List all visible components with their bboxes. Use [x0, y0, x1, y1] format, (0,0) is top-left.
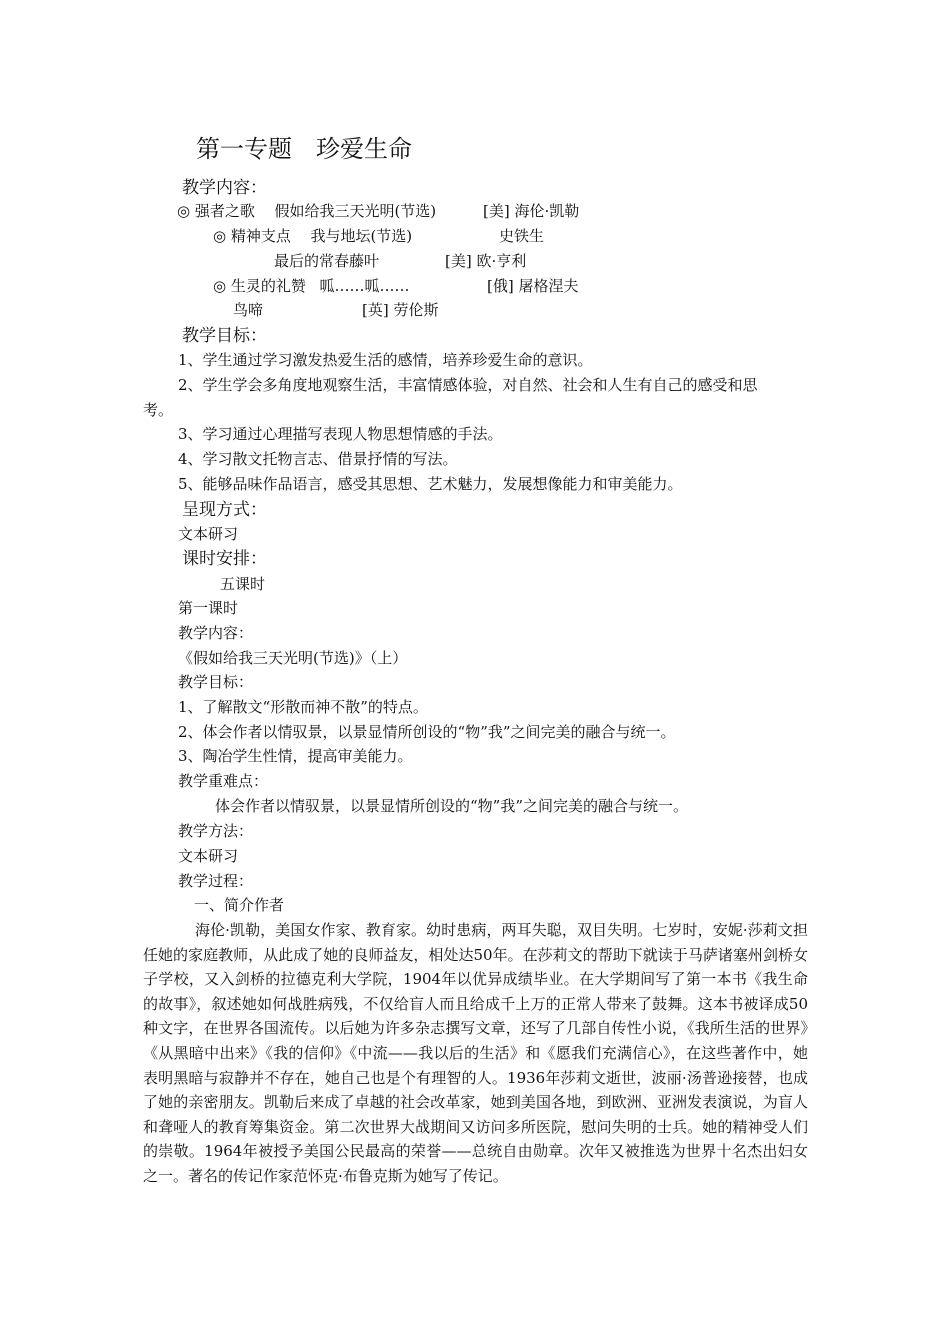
presentation-text: 文本研习	[178, 525, 239, 543]
lesson-content-heading: 教学内容：	[178, 624, 254, 642]
work-author: 史铁生	[499, 227, 545, 245]
goal-item: 3、学习通过心理描写表现人物思想情感的手法。	[178, 425, 503, 443]
work-title: 最后的常春藤叶	[274, 252, 380, 270]
unit-marker: ◎	[177, 202, 191, 220]
unit-name: 强者之歌	[194, 202, 255, 220]
schedule-text: 五课时	[220, 575, 266, 593]
unit-marker: ◎	[213, 227, 227, 245]
goal-item: 考。	[143, 401, 174, 419]
lesson-goals-heading: 教学目标：	[178, 673, 254, 691]
goal-item: 4、学习散文托物言志、借景抒情的写法。	[178, 450, 458, 468]
page-title: 第一专题 珍爱生命	[196, 135, 412, 163]
goals-heading: 教学目标：	[182, 326, 267, 346]
schedule-heading: 课时安排：	[182, 549, 267, 569]
lesson-goal-item: 1、了解散文“形散而神不散”的特点。	[178, 698, 428, 716]
unit-line	[213, 276, 409, 296]
method-text: 文本研习	[178, 847, 239, 865]
presentation-heading: 呈现方式：	[182, 500, 267, 520]
work-author: [美] 海伦·凯勒	[483, 202, 580, 220]
content-heading: 教学内容：	[182, 178, 267, 198]
unit-name: 精神支点	[230, 227, 291, 245]
unit-marker: ◎	[213, 277, 227, 295]
unit-name: 生灵的礼赞	[230, 277, 306, 295]
goal-item: 5、能够品味作品语言，感受其思想、艺术魅力，发展想像能力和审美能力。	[178, 475, 683, 493]
author-biography	[143, 918, 808, 1189]
unit-line	[213, 226, 412, 246]
difficulty-heading: 教学重难点：	[178, 772, 269, 790]
work-title: 假如给我三天光明(节选)	[274, 202, 437, 220]
section-heading: 一、简介作者	[194, 896, 285, 914]
lesson-content: 《假如给我三天光明(节选)》（上）	[178, 649, 408, 667]
method-heading: 教学方法：	[178, 822, 254, 840]
work-author: [俄] 屠格涅夫	[487, 277, 579, 295]
process-heading: 教学过程：	[178, 872, 254, 890]
biography-text: 海伦·凯勒，美国女作家、教育家。幼时患病，两耳失聪，双目失明。七岁时，安妮·莎莉文担任她的家庭教师，从此成了她的良师益友，相处达50年。在莎莉文的帮助下就读于马萨诸塞州剑桥女子学校，又入剑桥的拉德克利大学院，1904年以优异成绩毕业。在大学期间写了第一本书《我生命的故事》，叙述她如何战胜病残，不仅给盲人而且给成千上万的正常人带来了鼓舞。这本书被译成50种文字，在世界各国流传。以后她为许多杂志撰写文章，还写了几部自传性小说，《我所生活的世界》《从黑暗中出来》《我的信仰》《中流——我以后的生活》和《愿我们充满信心》，在这些著作中，她表明黑暗与寂静并不存在，她自己也是个有理智的人。1936年莎莉文逝世，波丽·汤普逊接替，也成了她的亲密朋友。凯勒后来成了卓越的社会改革家，她到美国各地，到欧洲、亚洲发表演说，为盲人和聋哑人的教育筹集资金。第二次世界大战期间又访问多所医院，慰问失明的士兵。她的精神受人们的崇敬。1964年被授予美国公民最高的荣誉——总统自由勋章。次年又被推选为世界十名杰出妇女之一。著名的传记作家范怀克·布鲁克斯为她写了传记。	[143, 921, 808, 1185]
lesson-title: 第一课时	[178, 599, 239, 617]
work-author: [英] 劳伦斯	[362, 301, 439, 319]
difficulty-text: 体会作者以情驭景，以景显情所创设的“物”我”之间完美的融合与统一。	[215, 797, 689, 815]
work-author: [美] 欧·亨利	[445, 252, 527, 270]
lesson-goal-item: 2、体会作者以情驭景，以景显情所创设的“物”我”之间完美的融合与统一。	[178, 723, 676, 741]
lesson-goal-item: 3、陶冶学生性情，提高审美能力。	[178, 747, 413, 765]
goal-item: 1、学生通过学习激发热爱生活的感情，培养珍爱生命的意识。	[178, 351, 593, 369]
work-title: 我与地坛(节选)	[310, 227, 413, 245]
work-title: 鸟啼	[233, 301, 264, 319]
unit-line	[177, 201, 436, 221]
goal-item: 2、学生学会多角度地观察生活，丰富情感体验，对自然、社会和人生有自己的感受和思	[178, 376, 758, 394]
work-title: 呱……呱……	[319, 277, 410, 295]
